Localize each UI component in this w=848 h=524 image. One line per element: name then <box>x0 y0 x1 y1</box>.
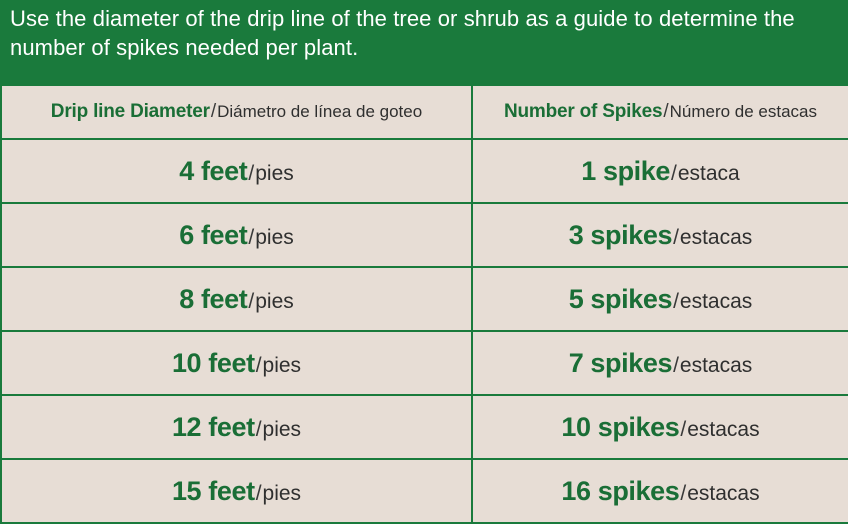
cell-spikes-main: 5 spikes <box>568 283 673 314</box>
cell-spikes-inner <box>473 348 848 379</box>
column-header-number-of-spikes-separator: / <box>663 101 669 122</box>
cell-diameter-inner <box>2 348 471 379</box>
cell-spikes-sub: estacas <box>687 481 760 505</box>
cell-diameter-main: 6 feet <box>179 219 248 250</box>
instruction-text: Use the diameter of the drip line of the tree or shrub as a guide to determine the number of spikes needed per plant. <box>10 6 795 61</box>
cell-diameter-inner <box>2 412 471 443</box>
cell-diameter-separator: / <box>255 481 262 505</box>
table-row <box>1 267 848 331</box>
cell-spikes <box>472 267 848 331</box>
cell-spikes-separator: / <box>671 161 677 185</box>
table-header-row <box>1 85 848 139</box>
cell-spikes-separator: / <box>673 225 679 249</box>
instruction-banner <box>0 0 848 84</box>
column-header-number-of-spikes-inner <box>479 101 842 123</box>
cell-diameter-main: 10 feet <box>171 347 255 378</box>
cell-spikes <box>472 331 848 395</box>
cell-diameter-sub: pies <box>262 481 302 505</box>
cell-spikes-inner <box>473 412 848 443</box>
cell-spikes-inner <box>473 476 848 507</box>
cell-diameter-inner <box>2 476 471 507</box>
column-header-drip-line-diameter-sub: Diámetro de línea de goteo <box>217 102 423 121</box>
cell-spikes-separator: / <box>673 353 679 377</box>
table-row <box>1 459 848 523</box>
cell-spikes-sub: estacas <box>679 289 753 313</box>
table-row <box>1 331 848 395</box>
cell-spikes-sub: estacas <box>679 225 753 249</box>
cell-spikes-sub: estacas <box>687 417 760 441</box>
cell-spikes-separator: / <box>673 289 679 313</box>
cell-spikes-inner <box>473 156 848 187</box>
cell-spikes <box>472 139 848 203</box>
table-row <box>1 203 848 267</box>
cell-diameter-sub: pies <box>255 161 294 185</box>
cell-diameter-sub: pies <box>255 225 294 249</box>
cell-diameter-sub: pies <box>262 353 302 377</box>
cell-diameter-sub: pies <box>255 289 294 313</box>
cell-spikes-main: 7 spikes <box>568 347 673 378</box>
cell-diameter-separator: / <box>255 417 262 441</box>
cell-diameter-separator: / <box>248 225 255 249</box>
cell-spikes <box>472 459 848 523</box>
cell-diameter <box>1 139 472 203</box>
column-header-drip-line-diameter-separator: / <box>210 101 217 122</box>
table-row <box>1 395 848 459</box>
cell-diameter-separator: / <box>248 161 255 185</box>
cell-diameter <box>1 459 472 523</box>
column-header-number-of-spikes <box>472 85 848 139</box>
cell-diameter <box>1 267 472 331</box>
cell-spikes-main: 16 spikes <box>561 475 680 506</box>
cell-diameter-separator: / <box>255 353 262 377</box>
cell-diameter-inner <box>2 156 471 187</box>
column-header-drip-line-diameter-main: Drip line Diameter <box>50 101 210 122</box>
cell-spikes-inner <box>473 284 848 315</box>
cell-spikes-separator: / <box>680 417 687 441</box>
column-header-drip-line-diameter <box>1 85 472 139</box>
column-header-number-of-spikes-sub: Número de estacas <box>669 102 818 121</box>
cell-diameter-main: 4 feet <box>179 155 248 186</box>
cell-spikes-inner <box>473 220 848 251</box>
column-header-number-of-spikes-main: Number of Spikes <box>503 101 663 122</box>
cell-diameter-sub: pies <box>262 417 302 441</box>
cell-diameter-main: 12 feet <box>171 411 255 442</box>
cell-diameter-separator: / <box>248 289 255 313</box>
table-row <box>1 139 848 203</box>
cell-spikes <box>472 395 848 459</box>
cell-spikes-main: 3 spikes <box>568 219 673 250</box>
cell-diameter-main: 15 feet <box>171 475 255 506</box>
cell-diameter-inner <box>2 220 471 251</box>
cell-spikes-sub: estacas <box>679 353 753 377</box>
cell-spikes-main: 10 spikes <box>561 411 680 442</box>
cell-spikes <box>472 203 848 267</box>
column-header-drip-line-diameter-inner <box>8 101 465 123</box>
spike-guide-table <box>0 84 848 524</box>
cell-spikes-sub: estaca <box>677 161 740 185</box>
cell-diameter-main: 8 feet <box>179 283 248 314</box>
cell-spikes-main: 1 spike <box>581 155 671 186</box>
cell-diameter <box>1 395 472 459</box>
cell-diameter <box>1 203 472 267</box>
cell-spikes-separator: / <box>680 481 687 505</box>
cell-diameter <box>1 331 472 395</box>
cell-diameter-inner <box>2 284 471 315</box>
